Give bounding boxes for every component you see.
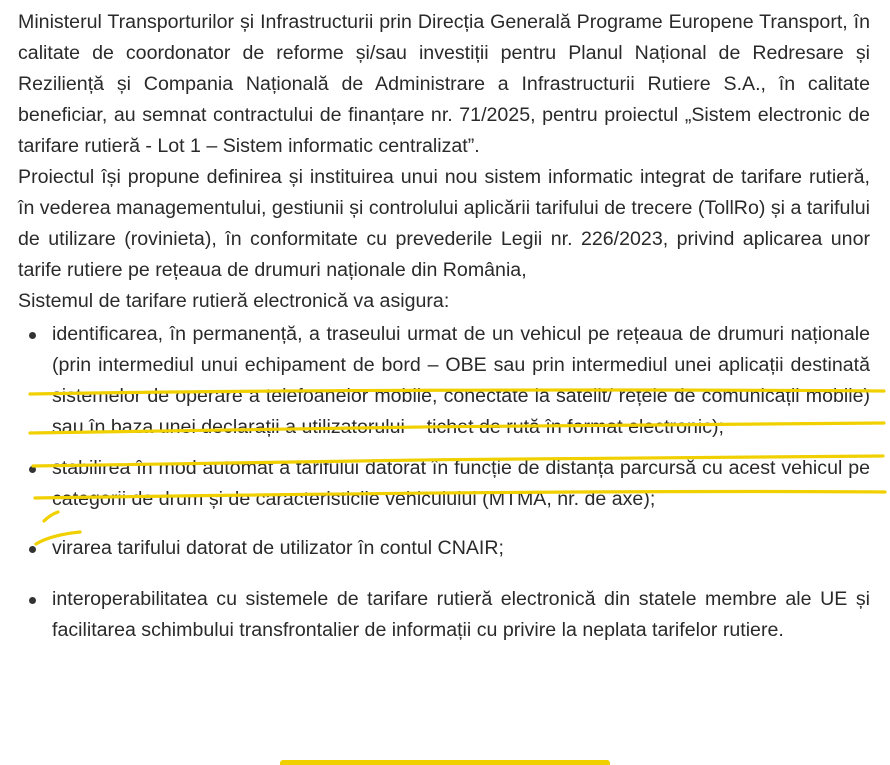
list-intro: Sistemul de tarifare rutieră electronică va asigura: (18, 290, 450, 312)
bottom-highlight-bar (280, 760, 610, 765)
document-body (18, 7, 870, 646)
list-item: virarea tarifului datorat de utilizator în contul CNAIR; (18, 533, 870, 564)
list-item: interoperabilitatea cu sistemele de tarifare rutieră electronică din statele membre ale UE și facilitarea schimbului transfrontalier de informații cu privire la neplata tarifelor rutiere. (18, 584, 870, 646)
requirements-list (18, 319, 870, 646)
intro-paragraph: Ministerul Transporturilor și Infrastructurii prin Direcția Generală Programe Europene Transport, în calitate de coordonator de reforme și/sau investiții pentru Planul Național de Redresare și Reziliență și Compania Națională de Administrare a Infrastructurii Rutiere S.A., în calitate beneficiar, au semnat contractului de finanțare nr. 71/2025, pentru proiectul „Sistem electronic de tarifare rutieră - Lot 1 – Sistem informatic centralizat”. (18, 11, 870, 157)
purpose-paragraph: Proiectul își propune definirea și instituirea unui nou sistem informatic integrat de tarifare rutieră, în vederea managementului, gestiunii și controlului aplicării tarifului de trecere (TollRo) și a tarifului de utilizare (rovinieta), în conformitate cu prevederile Legii nr. 226/2023, privind aplicarea unor tarife rutiere pe rețeaua de drumuri naționale din România, (18, 166, 870, 281)
list-item: stabilirea în mod automat a tarifului datorat în funcție de distanța parcursă cu acest vehicul pe categorii de drum și de caracteristicile vehiculului (MTMA, nr. de axe); (18, 453, 870, 515)
list-item: identificarea, în permanență, a traseului urmat de un vehicul pe rețeaua de drumuri naționale (prin intermediul unui echipament de bord – OBE sau prin intermediul unei aplicații destinată sistemelor de operare a telefoanelor mobile, conectate la satelit/ rețele de comunicații mobile) sau în baza unei declarații a utilizatorului – tichet de rută în format electronic); (18, 319, 870, 443)
